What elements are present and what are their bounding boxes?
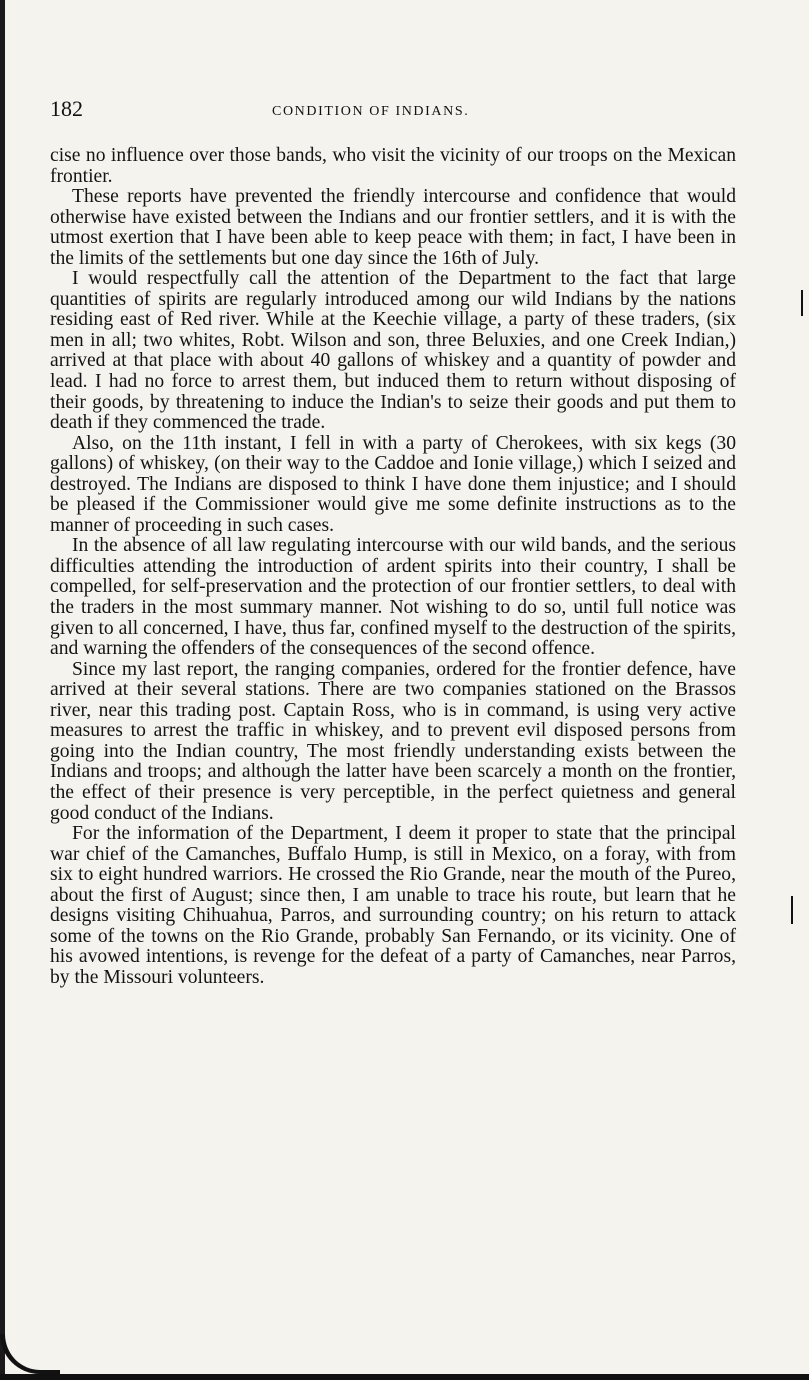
paragraph: cise no influence over those bands, who visit the vicinity of our troops on the Mexican frontier.: [50, 145, 736, 187]
paragraph: I would respectfully call the attention of the Department to the fact that large quantities of spirits are regularly introduced among our wild Indians by the nations residing east of Red river. While at the Keechie village, a party of these traders, (six men in all; two whites, Robt. Wilson and son, three Beluxies, and one Creek Indian,) arrived at that place with about 40 gallons of whiskey and a quantity of powder and lead. I had no force to arrest them, but induced them to return without disposing of their goods, by threatening to induce the Indian's to seize their goods and put them to death if they commenced the trade.: [50, 268, 736, 434]
page-number: 182: [50, 96, 83, 121]
paragraph: Since my last report, the ranging companies, ordered for the frontier defence, have arrived at their several stations. There are two companies stationed on the Brassos river, near this trading post. Captain Ross, who is in command, is using very active measures to arrest the traffic in whiskey, and to prevent evil disposed persons from going into the Indian country, The most friendly understanding exists between the Indians and troops; and although the latter have been scarcely a month on the frontier, the effect of their presence is very perceptible, in the perfect quietness and general good conduct of the Indians.: [50, 658, 736, 824]
running-title: CONDITION OF INDIANS.: [272, 104, 470, 119]
scan-artifact-mark: [801, 290, 803, 316]
scan-left-border: [0, 0, 5, 1380]
scan-bottom-border: [0, 1374, 809, 1380]
paragraph: For the information of the Department, I deem it proper to state that the principal war chief of the Camanches, Buffalo Hump, is still in Mexico, on a foray, with from six to eight hundred warriors. He crossed the Rio Grande, near the mouth of the Pureo, about the first of August; since then, I am unable to trace his route, but learn that he designs visiting Chihuahua, Parros, and surrounding country; on his return to attack some of the towns on the Rio Grande, probably San Fernando, or its vicinity. One of his avowed intentions, is revenge for the defeat of a party of Camanches, near Parros, by the Missouri volunteers.: [50, 823, 736, 988]
page-header: [50, 96, 740, 126]
scan-artifact-mark: [791, 896, 793, 924]
body-text: [50, 146, 736, 988]
paragraph: Also, on the 11th instant, I fell in with a party of Cherokees, with six kegs (30 gallons) of whiskey, (on their way to the Caddoe and Ionie village,) which I seized and destroyed. The Indians are disposed to think I have done them injustice; and I should be pleased if the Commissioner would give me some definite instructions as to the manner of proceeding in such cases.: [50, 432, 736, 536]
paragraph: These reports have prevented the friendly intercourse and confidence that would otherwise have existed between the Indians and our frontier settlers, and it is with the utmost exertion that I have been able to keep peace with them; in fact, I have been in the limits of the settlements but one day since the 16th of July.: [50, 186, 736, 269]
scan-bottom-corner: [0, 1334, 60, 1374]
paragraph: In the absence of all law regulating intercourse with our wild bands, and the serious difficulties attending the introduction of ardent spirits into their country, I shall be compelled, for self-preservation and the protection of our frontier settlers, to deal with the traders in the most summary manner. Not wishing to do so, until full notice was given to all concerned, I have, thus far, confined myself to the destruction of the spirits, and warning the offenders of the consequences of the second offence.: [50, 535, 736, 660]
